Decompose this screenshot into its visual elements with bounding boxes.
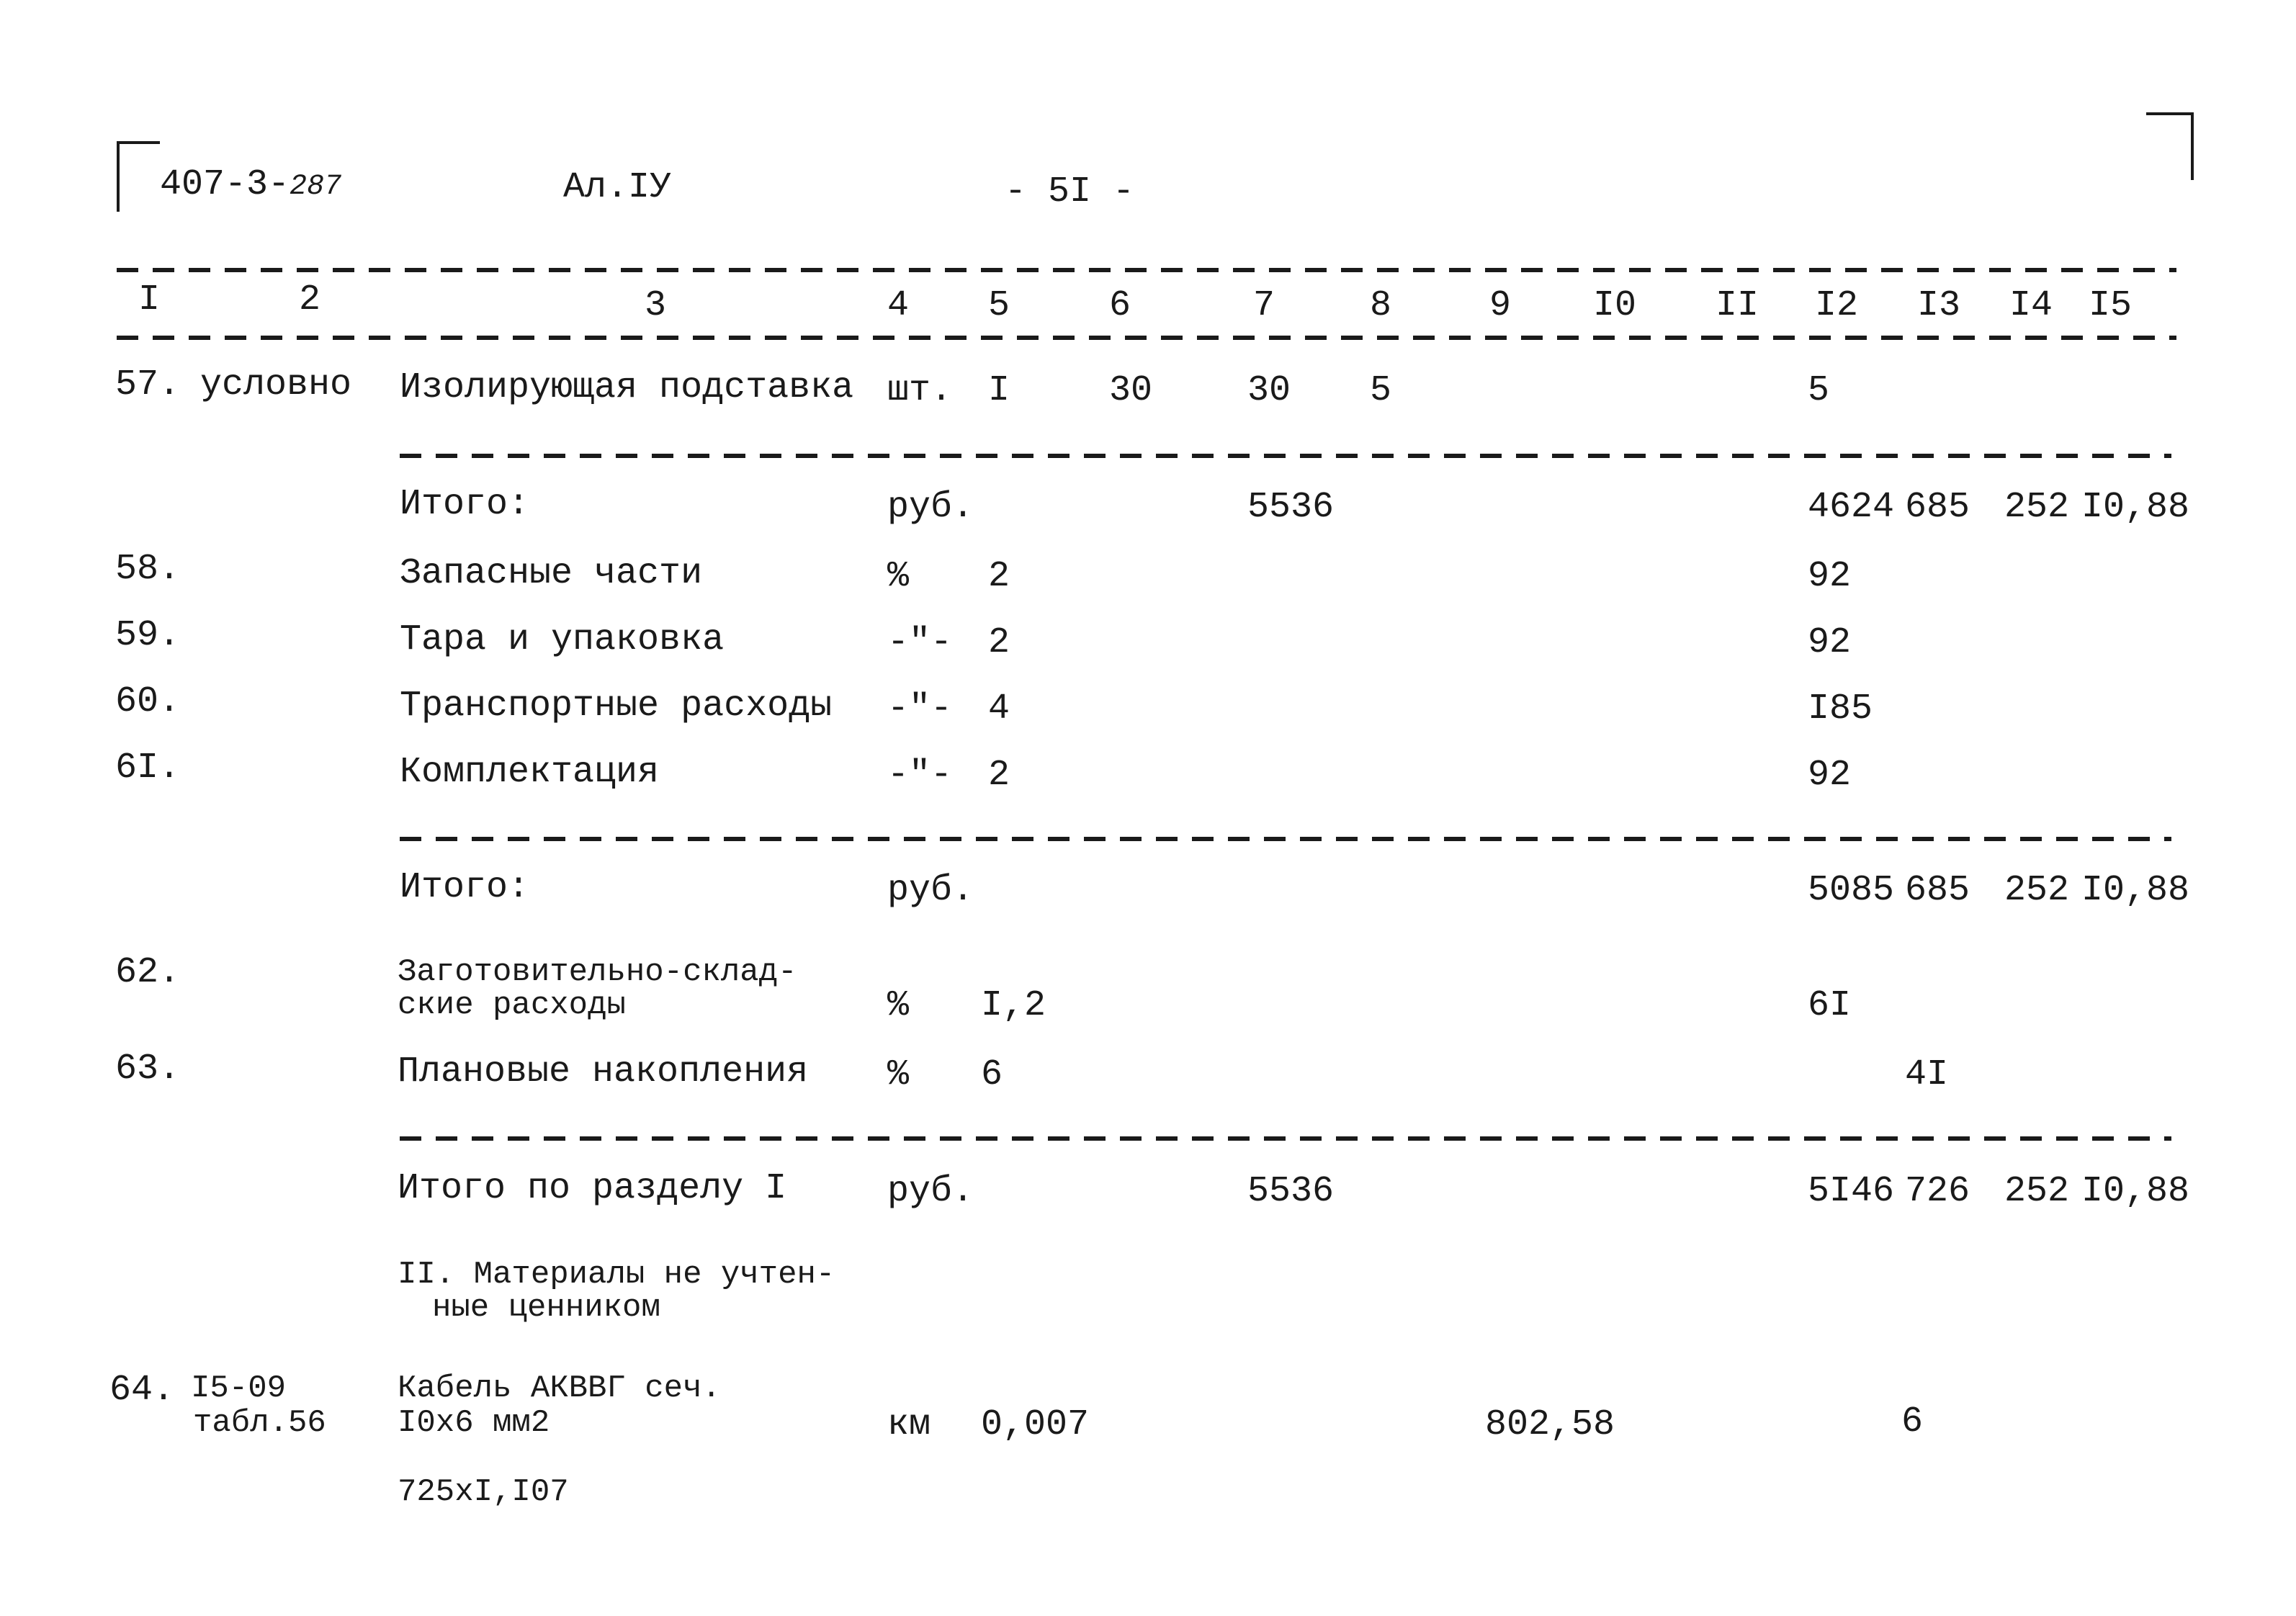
subtotal-rule	[400, 454, 2171, 458]
row-number: 63.	[115, 1049, 181, 1090]
row-col12: 92	[1808, 622, 1852, 663]
section-total-col15: I0,88	[2081, 1171, 2190, 1212]
row-col9: 802,58	[1485, 1404, 1615, 1445]
total-col13: 685	[1905, 487, 1970, 528]
row-number: 60.	[115, 681, 181, 722]
column-number: 8	[1370, 285, 1392, 326]
row-number: 59.	[115, 615, 181, 656]
section-total-label: Итого по разделу I	[398, 1168, 787, 1209]
row-name-line2: ские расходы	[398, 987, 626, 1023]
row-col12: 92	[1808, 755, 1852, 796]
row-number: 6I.	[115, 748, 181, 789]
total-col14: 252	[2004, 487, 2070, 528]
row-quantity: 2	[988, 556, 1010, 597]
row-name: Комплектация	[400, 752, 660, 793]
total-col12: 4624	[1808, 487, 1895, 528]
row-name: Транспортные расходы	[400, 686, 833, 727]
total-unit: руб.	[887, 487, 974, 528]
row-name-line2: I0х6 мм2	[398, 1405, 550, 1441]
row-quantity: 2	[988, 755, 1010, 796]
row-unit: %	[887, 1054, 910, 1095]
row-col8: 5	[1370, 370, 1392, 411]
row-col12: 6I	[1808, 985, 1852, 1026]
column-number: 9	[1489, 285, 1512, 326]
row-quantity: I	[988, 370, 1010, 411]
row-basis-line1: I5-09	[191, 1370, 287, 1406]
total-label: Итого:	[400, 484, 530, 525]
column-number: 5	[988, 285, 1010, 326]
page-number: - 5I -	[1005, 171, 1135, 212]
row-quantity: 6	[981, 1054, 1003, 1095]
section-total-col14: 252	[2004, 1171, 2070, 1212]
section-heading-line1: II. Материалы не учтен-	[398, 1257, 835, 1293]
row-number: 64.	[109, 1370, 175, 1411]
column-number: I5	[2089, 285, 2133, 326]
row-col6: 30	[1109, 370, 1153, 411]
subtotal-rule	[400, 837, 2171, 841]
section-total-col12: 5I46	[1808, 1171, 1895, 1212]
total-col7: 5536	[1247, 487, 1335, 528]
document-code	[160, 164, 342, 205]
total-unit: руб.	[887, 870, 974, 911]
top-right-corner-mark	[2146, 112, 2194, 180]
section-heading-line2: ные ценником	[432, 1290, 660, 1326]
row-number: 58.	[115, 549, 181, 590]
row-quantity: 2	[988, 622, 1010, 663]
row-col12: I85	[1808, 688, 1873, 730]
row-col7: 30	[1247, 370, 1291, 411]
row-name: Тара и упаковка	[400, 619, 725, 660]
total-col12: 5085	[1808, 870, 1895, 911]
section-total-col7: 5536	[1247, 1171, 1335, 1212]
section-total-unit: руб.	[887, 1171, 974, 1212]
row-col12: 92	[1808, 556, 1852, 597]
column-number: I	[138, 279, 161, 320]
row-number: 62.	[115, 952, 181, 993]
row-basis-line2: табл.56	[193, 1405, 326, 1441]
row-col13: 6	[1901, 1401, 1924, 1442]
top-left-corner-mark	[117, 141, 160, 212]
total-col13: 685	[1905, 870, 1970, 911]
header-top-rule	[117, 268, 2176, 272]
row-calculation-note: 725хI,I07	[398, 1474, 569, 1510]
row-unit: -"-	[887, 622, 953, 663]
column-number: 6	[1109, 285, 1131, 326]
row-unit: -"-	[887, 688, 953, 730]
column-number: I0	[1593, 285, 1637, 326]
section-total-rule	[400, 1136, 2171, 1141]
album-label: Ал.IУ	[563, 167, 672, 208]
column-number: 4	[887, 285, 910, 326]
row-col12: 5	[1808, 370, 1830, 411]
row-name: Плановые накопления	[398, 1051, 809, 1092]
total-col15: I0,88	[2081, 487, 2190, 528]
column-number: 2	[299, 279, 321, 320]
document-code-text: 407-3-	[160, 164, 290, 205]
column-number: I4	[2009, 285, 2053, 326]
column-number: 3	[645, 285, 667, 326]
row-quantity: 4	[988, 688, 1010, 730]
header-bottom-rule	[117, 336, 2176, 340]
row-name-line1: Кабель АКВВГ сеч.	[398, 1370, 721, 1406]
total-col15: I0,88	[2081, 870, 2190, 911]
row-unit: -"-	[887, 755, 953, 796]
row-quantity: I,2	[981, 985, 1046, 1026]
row-unit: %	[887, 556, 910, 597]
total-label: Итого:	[400, 867, 530, 908]
row-unit: шт.	[887, 370, 953, 411]
row-basis: условно	[200, 364, 352, 405]
document-code-handwritten: 287	[290, 171, 342, 203]
column-number: 7	[1253, 285, 1275, 326]
row-unit: %	[887, 985, 910, 1026]
row-unit: км	[887, 1404, 931, 1445]
total-col14: 252	[2004, 870, 2070, 911]
row-quantity: 0,007	[981, 1404, 1090, 1445]
column-number: II	[1716, 285, 1759, 326]
row-name-line1: Заготовительно-склад-	[398, 954, 797, 990]
row-name: Запасные части	[400, 553, 703, 594]
column-number: I3	[1917, 285, 1961, 326]
column-number: I2	[1815, 285, 1859, 326]
row-name: Изолирующая подставка	[400, 367, 854, 408]
row-number: 57.	[115, 364, 181, 405]
row-col13: 4I	[1905, 1054, 1949, 1095]
section-total-col13: 726	[1905, 1171, 1970, 1212]
